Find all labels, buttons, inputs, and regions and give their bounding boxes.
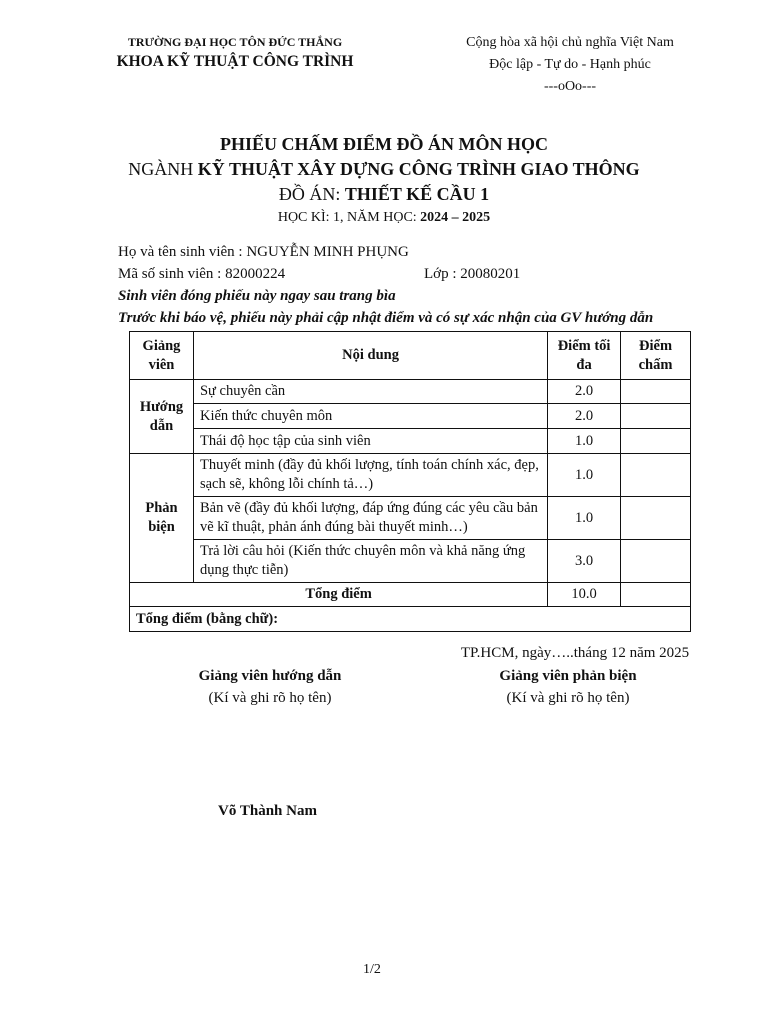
- table-row: [130, 404, 691, 429]
- header-max-score: Điểm tối đa: [548, 332, 621, 380]
- semester-label: HỌC KÌ: 1, NĂM HỌC:: [277, 210, 421, 225]
- faculty-name: KHOA KỸ THUẬT CÔNG TRÌNH: [116, 53, 354, 70]
- row-content: Thái độ học tập của sinh viên: [193, 429, 547, 454]
- advisor-signature-block: [150, 665, 390, 709]
- academic-year: 2024 – 2025: [420, 210, 491, 225]
- table-row: [130, 540, 691, 583]
- row-score-cell[interactable]: [621, 454, 691, 497]
- row-max-score: 1.0: [548, 497, 621, 540]
- total-words-row: [130, 607, 691, 632]
- note-2: Trước khi báo vệ, phiếu này phải cập nhật điểm và có sự xác nhận của GV hướng dẫn: [118, 310, 654, 326]
- table-row: [130, 454, 691, 497]
- student-id: 82000224: [225, 266, 286, 282]
- title-line-3: [0, 182, 768, 207]
- student-name-label: Họ và tên sinh viên :: [118, 244, 247, 260]
- group-reviewer-label: Phản biện: [130, 454, 194, 583]
- header-content: Nội dung: [193, 332, 547, 380]
- header-right: [440, 32, 700, 98]
- row-score-cell[interactable]: [621, 380, 691, 404]
- row-score-cell[interactable]: [621, 497, 691, 540]
- row-max-score: 3.0: [548, 540, 621, 583]
- major-name: KỸ THUẬT XÂY DỰNG CÔNG TRÌNH GIAO THÔNG: [197, 159, 640, 179]
- row-content: Kiến thức chuyên môn: [193, 404, 547, 429]
- row-max-score: 1.0: [548, 429, 621, 454]
- republic-name: Cộng hòa xã hội chủ nghĩa Việt Nam: [466, 35, 674, 50]
- student-id-label: Mã số sinh viên :: [118, 266, 226, 282]
- title-line-2-prefix: NGÀNH: [128, 159, 198, 179]
- row-score-cell[interactable]: [621, 540, 691, 583]
- advisor-note: (Kí và ghi rõ họ tên): [208, 690, 332, 706]
- row-content: Trả lời câu hỏi (Kiến thức chuyên môn và khả năng ứng dụng thực tiễn): [193, 540, 547, 583]
- reviewer-signature-block: [448, 665, 688, 709]
- header-separator: ---oOo---: [543, 79, 597, 94]
- table-row: [130, 429, 691, 454]
- total-row: [130, 583, 691, 607]
- page-number: 1/2: [363, 962, 381, 977]
- national-motto: Độc lập - Tự do - Hạnh phúc: [489, 57, 651, 72]
- student-name-line: [118, 241, 409, 263]
- group-advisor-label: Hướng dẫn: [130, 380, 194, 454]
- university-name: TRƯỜNG ĐẠI HỌC TÔN ĐỨC THẮNG: [127, 35, 343, 49]
- row-score-cell[interactable]: [621, 429, 691, 454]
- total-label: Tổng điểm: [130, 583, 548, 607]
- advisor-name: Võ Thành Nam: [218, 803, 317, 819]
- table-header-row: [130, 332, 691, 380]
- title-line-2: [0, 157, 768, 182]
- row-content: Sự chuyên cần: [193, 380, 547, 404]
- row-max-score: 1.0: [548, 454, 621, 497]
- table-row: [130, 380, 691, 404]
- row-max-score: 2.0: [548, 380, 621, 404]
- title-line-1: PHIẾU CHẤM ĐIỂM ĐỒ ÁN MÔN HỌC: [220, 134, 548, 154]
- student-class-line: [424, 263, 520, 285]
- table-row: [130, 497, 691, 540]
- student-id-line: [118, 263, 285, 285]
- title-line-3-prefix: ĐỒ ÁN:: [278, 184, 345, 204]
- total-score-cell[interactable]: [621, 583, 691, 607]
- note-1: Sinh viên đóng phiếu này ngay sau trang bìa: [118, 288, 396, 304]
- header-lecturer: Giảng viên: [130, 332, 194, 380]
- student-class: 20080201: [460, 266, 521, 282]
- header-left: [100, 33, 370, 73]
- project-name: THIẾT KẾ CẦU 1: [344, 184, 490, 204]
- row-content: Bản vẽ (đầy đủ khối lượng, đáp ứng đúng các yêu cầu bản vẽ kĩ thuật, phản ánh đúng bài thuyết minh…): [193, 497, 547, 540]
- row-score-cell[interactable]: [621, 404, 691, 429]
- reviewer-note: (Kí và ghi rõ họ tên): [506, 690, 630, 706]
- total-max-score: 10.0: [548, 583, 621, 607]
- row-max-score: 2.0: [548, 404, 621, 429]
- student-name: NGUYỄN MINH PHỤNG: [246, 244, 409, 260]
- title-line-4: [0, 207, 768, 229]
- document-title: [0, 132, 768, 229]
- row-content: Thuyết minh (đầy đủ khối lượng, tính toán chính xác, đẹp, sạch sẽ, không lỗi chính tả…): [193, 454, 547, 497]
- advisor-title: Giảng viên hướng dẫn: [198, 668, 342, 684]
- reviewer-title: Giảng viên phản biện: [499, 668, 637, 684]
- grading-table: [129, 331, 691, 632]
- student-class-label: Lớp :: [424, 266, 461, 282]
- place-date: TP.HCM, ngày…..tháng 12 năm 2025: [460, 645, 690, 661]
- header-score: Điểm chấm: [621, 332, 691, 380]
- total-words-label: Tổng điểm (bằng chữ):: [130, 607, 691, 632]
